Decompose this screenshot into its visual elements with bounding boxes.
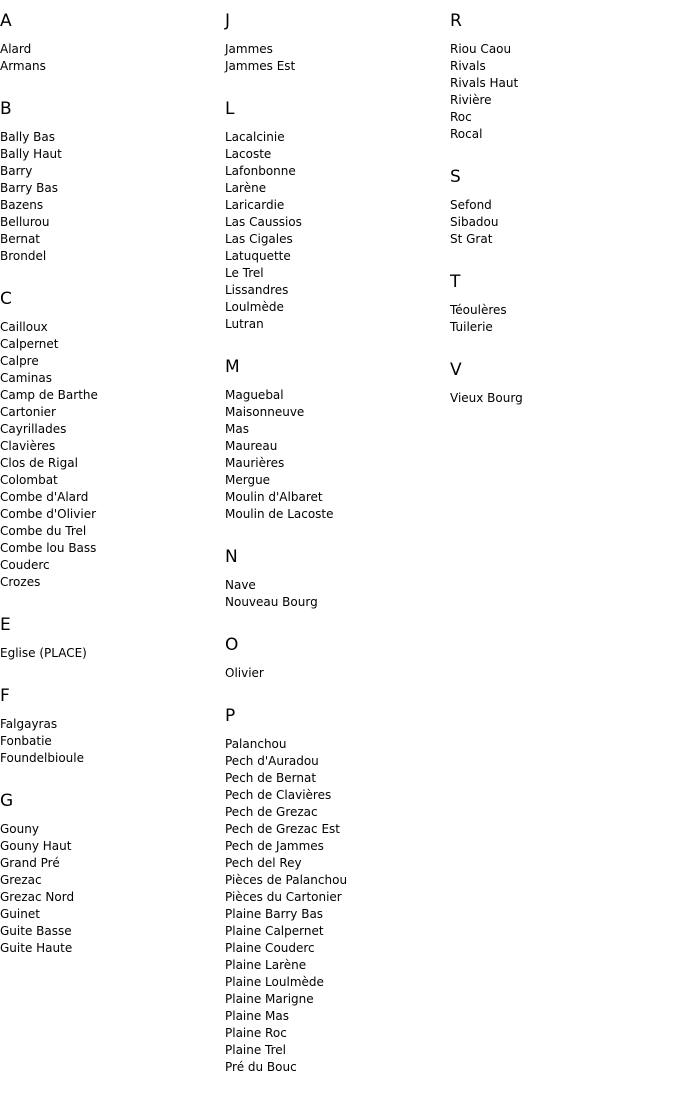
entry-link-pech-de-clavieres[interactable]: Pech de Clavières bbox=[225, 788, 332, 802]
entry-link-calpernet[interactable]: Calpernet bbox=[0, 337, 59, 351]
entry-link-clos-de-rigal[interactable]: Clos de Rigal bbox=[0, 456, 78, 470]
entry-link-lafonbonne[interactable]: Lafonbonne bbox=[225, 164, 296, 178]
entry-link-combe-lou-bass[interactable]: Combe lou Bass bbox=[0, 541, 97, 555]
entry-link-crozes[interactable]: Crozes bbox=[0, 575, 41, 589]
letter-group-j bbox=[225, 10, 440, 75]
entry-list bbox=[450, 41, 665, 143]
letter-group-v bbox=[450, 359, 665, 407]
entry-link-riou-caou[interactable]: Riou Caou bbox=[450, 42, 512, 56]
letter-group-a bbox=[0, 10, 215, 75]
entry-link-cailloux[interactable]: Cailloux bbox=[0, 320, 48, 334]
entry-link-plaine-loulmede[interactable]: Plaine Loulmède bbox=[225, 975, 324, 989]
entry-link-pech-del-rey[interactable]: Pech del Rey bbox=[225, 856, 302, 870]
entry-list bbox=[0, 645, 215, 662]
entry-link-bazens[interactable]: Bazens bbox=[0, 198, 44, 212]
entry-link-rivals-haut[interactable]: Rivals Haut bbox=[450, 76, 519, 90]
entry-link-maguebal[interactable]: Maguebal bbox=[225, 388, 284, 402]
letter-heading: J bbox=[225, 11, 231, 31]
letter-heading: N bbox=[225, 547, 238, 567]
entry-link-las-cigales[interactable]: Las Cigales bbox=[225, 232, 293, 246]
entry-link-grezac-nord[interactable]: Grezac Nord bbox=[0, 890, 75, 904]
entry-list bbox=[0, 821, 215, 957]
entry-link-armans[interactable]: Armans bbox=[0, 59, 46, 73]
entry-link-plaine-mas[interactable]: Plaine Mas bbox=[225, 1009, 290, 1023]
entry-link-grezac[interactable]: Grezac bbox=[0, 873, 42, 887]
entry-link-plaine-barry-bas[interactable]: Plaine Barry Bas bbox=[225, 907, 324, 921]
entry-list bbox=[0, 41, 215, 75]
letter-heading: A bbox=[0, 11, 12, 31]
letter-group-p bbox=[225, 705, 440, 1076]
entry-list bbox=[450, 390, 665, 407]
entry-list bbox=[225, 387, 440, 523]
entry-list bbox=[225, 736, 440, 1076]
entry-link-moulin-d-albaret[interactable]: Moulin d'Albaret bbox=[225, 490, 323, 504]
entry-link-plaine-couderc[interactable]: Plaine Couderc bbox=[225, 941, 315, 955]
entry-list bbox=[225, 577, 440, 611]
entry-link-pech-de-grezac-est[interactable]: Pech de Grezac Est bbox=[225, 822, 340, 836]
entry-link-vieux-bourg[interactable]: Vieux Bourg bbox=[450, 391, 523, 405]
entry-link-plaine-marigne[interactable]: Plaine Marigne bbox=[225, 992, 314, 1006]
entry-link-cartonier[interactable]: Cartonier bbox=[0, 405, 56, 419]
entry-link-larene[interactable]: Larène bbox=[225, 181, 267, 195]
entry-link-latuquette[interactable]: Latuquette bbox=[225, 249, 291, 263]
entry-list bbox=[450, 197, 665, 248]
letter-group-m bbox=[225, 356, 440, 523]
letter-group-l bbox=[225, 98, 440, 333]
entry-link-laricardie[interactable]: Laricardie bbox=[225, 198, 285, 212]
entry-link-roc[interactable]: Roc bbox=[450, 110, 472, 124]
entry-list bbox=[225, 41, 440, 75]
entry-link-st-grat[interactable]: St Grat bbox=[450, 232, 493, 246]
entry-link-guite-haute[interactable]: Guite Haute bbox=[0, 941, 73, 955]
entry-link-riviere[interactable]: Rivière bbox=[450, 93, 492, 107]
entry-link-mas[interactable]: Mas bbox=[225, 422, 249, 436]
letter-group-o bbox=[225, 634, 440, 682]
letter-heading: T bbox=[450, 272, 461, 292]
entry-list bbox=[0, 129, 215, 265]
entry-link-grand-pre[interactable]: Grand Pré bbox=[0, 856, 60, 870]
entry-list bbox=[450, 302, 665, 336]
entry-link-nouveau-bourg[interactable]: Nouveau Bourg bbox=[225, 595, 318, 609]
entry-link-plaine-trel[interactable]: Plaine Trel bbox=[225, 1043, 287, 1057]
letter-group-b bbox=[0, 98, 215, 265]
letter-group-n bbox=[225, 546, 440, 611]
entry-link-plaine-larene[interactable]: Plaine Larène bbox=[225, 958, 307, 972]
entry-link-maisonneuve[interactable]: Maisonneuve bbox=[225, 405, 305, 419]
entry-link-pre-du-bouc[interactable]: Pré du Bouc bbox=[225, 1060, 297, 1074]
entry-link-guite-basse[interactable]: Guite Basse bbox=[0, 924, 72, 938]
entry-link-pieces-du-cartonier[interactable]: Pièces du Cartonier bbox=[225, 890, 342, 904]
letter-heading: S bbox=[450, 167, 461, 187]
entry-link-pech-d-auradou[interactable]: Pech d'Auradou bbox=[225, 754, 319, 768]
entry-link-maurieres[interactable]: Maurières bbox=[225, 456, 285, 470]
entry-link-le-trel[interactable]: Le Trel bbox=[225, 266, 264, 280]
entry-link-gouny-haut[interactable]: Gouny Haut bbox=[0, 839, 72, 853]
letter-heading: L bbox=[225, 99, 235, 119]
entry-link-pech-de-bernat[interactable]: Pech de Bernat bbox=[225, 771, 317, 785]
letter-heading: B bbox=[0, 99, 12, 119]
entry-link-palanchou[interactable]: Palanchou bbox=[225, 737, 287, 751]
entry-link-plaine-calpernet[interactable]: Plaine Calpernet bbox=[225, 924, 324, 938]
entry-link-las-caussios[interactable]: Las Caussios bbox=[225, 215, 302, 229]
entry-link-colombat[interactable]: Colombat bbox=[0, 473, 58, 487]
letter-group-g bbox=[0, 790, 215, 957]
entry-link-guinet[interactable]: Guinet bbox=[0, 907, 40, 921]
entry-link-alard[interactable]: Alard bbox=[0, 42, 32, 56]
entry-link-jammes-est[interactable]: Jammes Est bbox=[225, 59, 296, 73]
entry-link-maureau[interactable]: Maureau bbox=[225, 439, 278, 453]
entry-list bbox=[0, 319, 215, 591]
entry-link-bally-bas[interactable]: Bally Bas bbox=[0, 130, 56, 144]
entry-link-mergue[interactable]: Mergue bbox=[225, 473, 271, 487]
letter-heading: V bbox=[450, 360, 462, 380]
letter-heading: G bbox=[0, 791, 14, 811]
entry-link-lissandres[interactable]: Lissandres bbox=[225, 283, 289, 297]
entry-link-teouleres[interactable]: Téoulères bbox=[450, 303, 507, 317]
entry-link-camp-de-barthe[interactable]: Camp de Barthe bbox=[0, 388, 98, 402]
entry-link-tuilerie[interactable]: Tuilerie bbox=[450, 320, 493, 334]
entry-link-cayrillades[interactable]: Cayrillades bbox=[0, 422, 67, 436]
letter-heading: E bbox=[0, 615, 11, 635]
index-column-1 bbox=[0, 10, 215, 980]
entry-link-combe-d-olivier[interactable]: Combe d'Olivier bbox=[0, 507, 97, 521]
index-column-3 bbox=[450, 10, 665, 430]
entry-link-combe-d-alard[interactable]: Combe d'Alard bbox=[0, 490, 89, 504]
entry-link-couderc[interactable]: Couderc bbox=[0, 558, 50, 572]
entry-link-clavieres[interactable]: Clavières bbox=[0, 439, 56, 453]
letter-heading: F bbox=[0, 686, 10, 706]
letter-heading: O bbox=[225, 635, 239, 655]
entry-link-combe-du-trel[interactable]: Combe du Trel bbox=[0, 524, 87, 538]
index-column-2 bbox=[225, 10, 440, 1099]
letter-group-t bbox=[450, 271, 665, 336]
entry-link-pieces-de-palanchou[interactable]: Pièces de Palanchou bbox=[225, 873, 348, 887]
entry-link-bernat[interactable]: Bernat bbox=[0, 232, 41, 246]
entry-link-pech-de-jammes[interactable]: Pech de Jammes bbox=[225, 839, 324, 853]
entry-list bbox=[225, 129, 440, 333]
entry-link-gouny[interactable]: Gouny bbox=[0, 822, 39, 836]
letter-group-r bbox=[450, 10, 665, 143]
letter-heading: C bbox=[0, 289, 12, 309]
letter-group-e bbox=[0, 614, 215, 662]
entry-link-lacoste[interactable]: Lacoste bbox=[225, 147, 272, 161]
entry-link-falgayras[interactable]: Falgayras bbox=[0, 717, 58, 731]
entry-link-barry[interactable]: Barry bbox=[0, 164, 33, 178]
letter-group-s bbox=[450, 166, 665, 248]
entry-link-sibadou[interactable]: Sibadou bbox=[450, 215, 499, 229]
letter-heading: P bbox=[225, 706, 236, 726]
entry-list bbox=[0, 716, 215, 767]
entry-link-foundelbioule[interactable]: Foundelbioule bbox=[0, 751, 84, 765]
entry-link-barry-bas[interactable]: Barry Bas bbox=[0, 181, 58, 195]
entry-link-caminas[interactable]: Caminas bbox=[0, 371, 52, 385]
entry-link-jammes[interactable]: Jammes bbox=[225, 42, 273, 56]
entry-link-loulmede[interactable]: Loulmède bbox=[225, 300, 284, 314]
entry-link-calpre[interactable]: Calpre bbox=[0, 354, 39, 368]
entry-link-sefond[interactable]: Sefond bbox=[450, 198, 492, 212]
entry-link-olivier[interactable]: Olivier bbox=[225, 666, 264, 680]
entry-link-fonbatie[interactable]: Fonbatie bbox=[0, 734, 52, 748]
entry-list bbox=[225, 665, 440, 682]
entry-link-rivals[interactable]: Rivals bbox=[450, 59, 486, 73]
entry-link-rocal[interactable]: Rocal bbox=[450, 127, 483, 141]
entry-link-brondel[interactable]: Brondel bbox=[0, 249, 47, 263]
entry-link-moulin-de-lacoste[interactable]: Moulin de Lacoste bbox=[225, 507, 334, 521]
entry-link-bellurou[interactable]: Bellurou bbox=[0, 215, 50, 229]
entry-link-eglise-place[interactable]: Eglise (PLACE) bbox=[0, 646, 87, 660]
entry-link-nave[interactable]: Nave bbox=[225, 578, 256, 592]
letter-heading: R bbox=[450, 11, 462, 31]
entry-link-plaine-roc[interactable]: Plaine Roc bbox=[225, 1026, 287, 1040]
letter-heading: M bbox=[225, 357, 240, 377]
entry-link-pech-de-grezac[interactable]: Pech de Grezac bbox=[225, 805, 318, 819]
letter-group-f bbox=[0, 685, 215, 767]
entry-link-bally-haut[interactable]: Bally Haut bbox=[0, 147, 62, 161]
letter-group-c bbox=[0, 288, 215, 591]
entry-link-lutran[interactable]: Lutran bbox=[225, 317, 264, 331]
entry-link-lacalcinie[interactable]: Lacalcinie bbox=[225, 130, 285, 144]
